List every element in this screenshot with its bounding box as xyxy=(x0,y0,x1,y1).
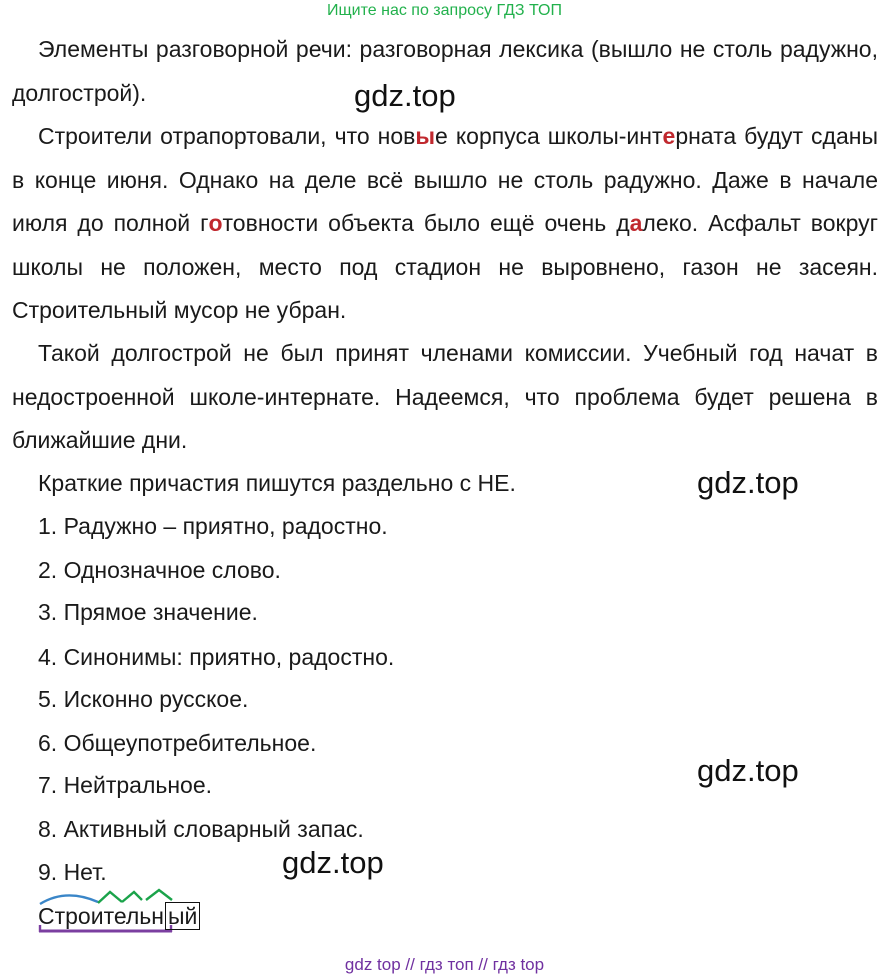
list-item: 3. Прямое значение. xyxy=(38,599,258,625)
list-item: 8. Активный словарный запас. xyxy=(38,816,364,842)
list-item: 6. Общеупотребительное. xyxy=(38,730,317,756)
watermark: gdz.top xyxy=(282,845,384,880)
paragraph-colloquial: Элементы разговорной речи: разговорная лексика (вышло не столь радужно, долгострой). xyxy=(12,36,878,106)
word-stem: Строительн xyxy=(38,903,164,929)
morpheme-analysis xyxy=(38,886,238,946)
highlight-letter: а xyxy=(629,210,643,236)
list-item: 4. Синонимы: приятно, радостно. xyxy=(38,644,395,670)
text-part: рната будут сданы в конце июня. Однако на деле всё вышло не столь радужно. Даже в начале июля до полной г xyxy=(12,123,878,236)
suffix-mark xyxy=(146,890,172,900)
text-part: леко. Асфальт вокруг школы не положен, место под стадион не выровнено, газон не засеян. Строительный мусор не убран. xyxy=(12,210,878,323)
word-ending: ый xyxy=(165,902,200,930)
list-item: 1. Радужно – приятно, радостно. xyxy=(38,513,388,539)
highlight-letter: ы xyxy=(415,123,436,149)
text-part: товности объекта было ещё очень д xyxy=(222,210,630,236)
list-item: 7. Нейтральное. xyxy=(38,772,213,798)
paragraph-builders xyxy=(12,115,878,333)
highlight-letter: е xyxy=(662,123,676,149)
paragraph-commission: Такой долгострой не был принят членами комиссии. Учебный год начат в недостроенной школе-интернате. Надеемся, что проблема будет решена в ближайшие дни. xyxy=(12,340,878,453)
list-item: 9. Нет. xyxy=(38,859,107,885)
highlight-letter: о xyxy=(208,210,223,236)
rule-text: Краткие причастия пишутся раздельно с НЕ. xyxy=(38,470,516,496)
text-part: Строители отрапортовали, что нов xyxy=(38,123,416,149)
text-part: е корпуса школы-инт xyxy=(435,123,663,149)
analyzed-word xyxy=(38,901,200,931)
footer-links: gdz top // гдз топ // гдз top xyxy=(344,955,545,974)
watermark: gdz.top xyxy=(354,78,456,113)
list-item: 2. Однозначное слово. xyxy=(38,557,281,583)
list-item: 5. Исконно русское. xyxy=(38,686,249,712)
top-banner: Ищите нас по запросу ГДЗ ТОП xyxy=(327,2,562,19)
watermark: gdz.top xyxy=(697,753,799,788)
watermark: gdz.top xyxy=(697,465,799,500)
